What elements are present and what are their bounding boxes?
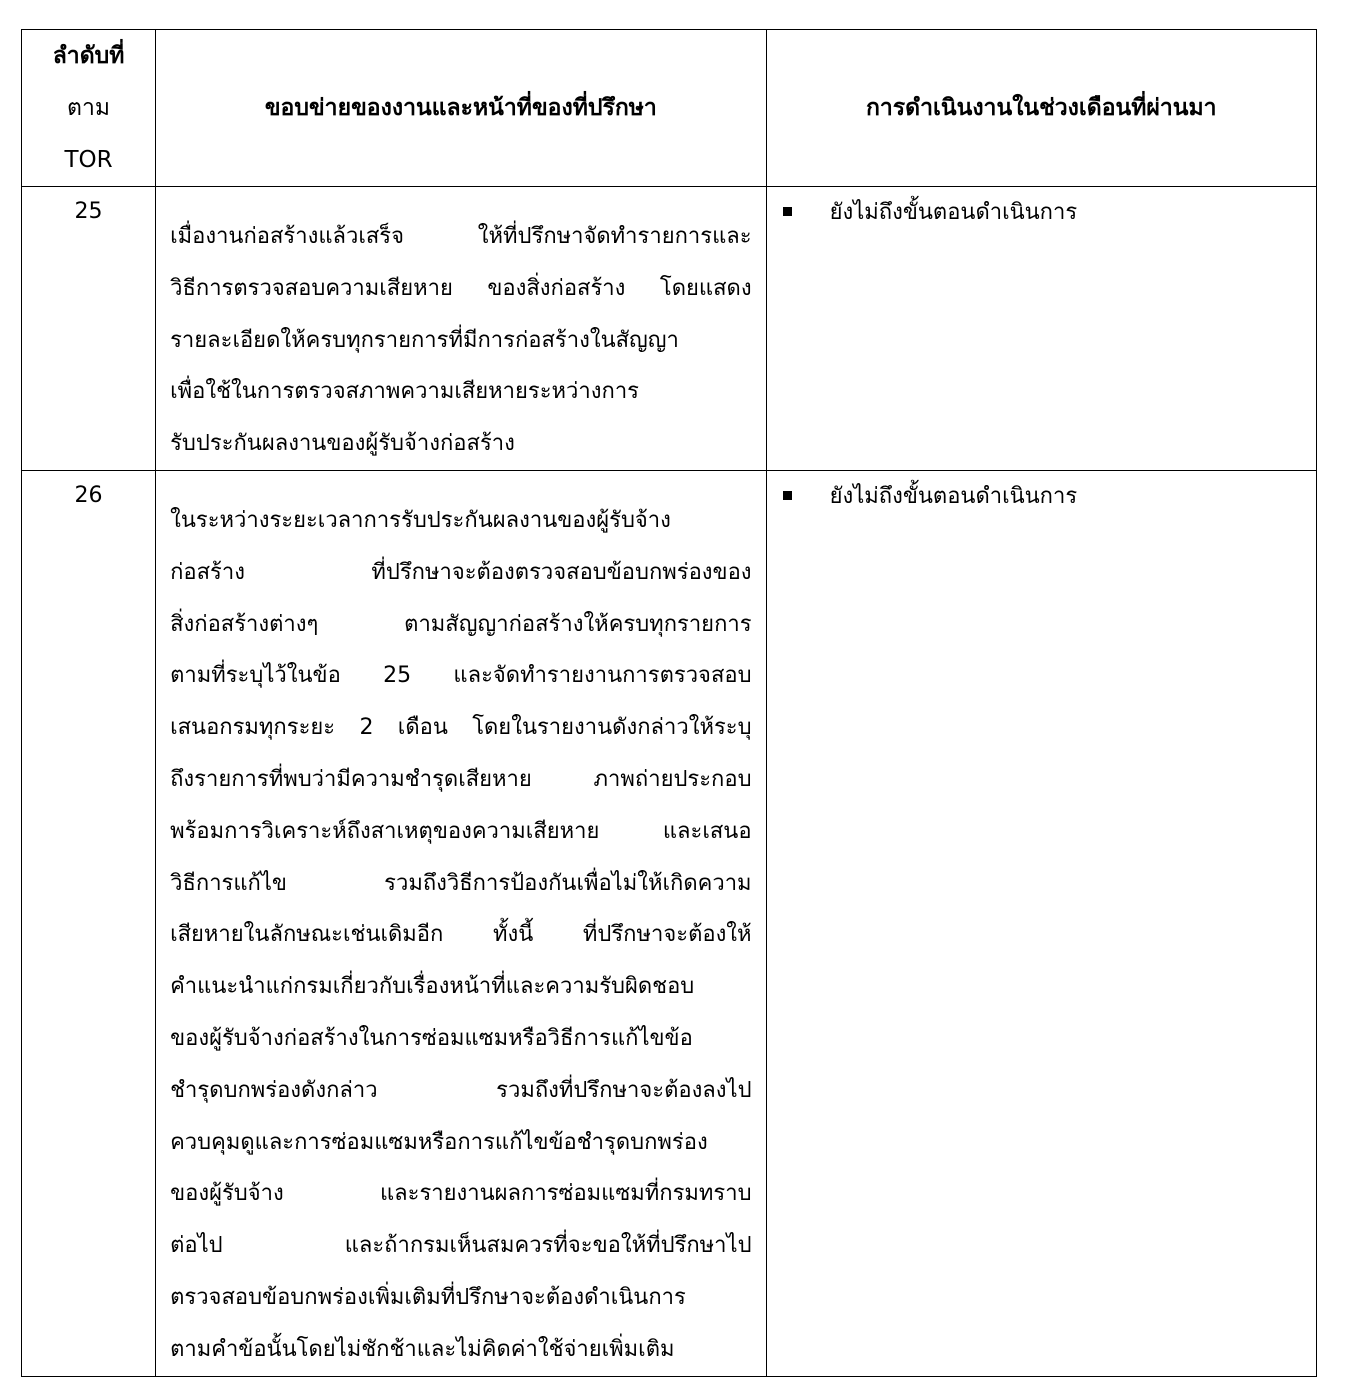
header-tor-number-line: ลำดับที่	[52, 43, 125, 69]
scope-cell	[156, 470, 766, 1376]
scope-line: ต่อไป และถ้ากรมเห็นสมควรที่จะขอให้ที่ปรึกษาไป	[170, 1233, 752, 1259]
square-bullet-icon	[783, 207, 792, 216]
table-row	[22, 470, 1317, 1376]
header-scope: ขอบข่ายของงานและหน้าที่ของที่ปรึกษา	[156, 30, 766, 187]
scope-line: รายละเอียดให้ครบทุกรายการที่มีการก่อสร้างในสัญญา	[170, 327, 679, 353]
progress-cell	[766, 470, 1316, 1376]
scope-line: คำแนะนำแก่กรมเกี่ยวกับเรื่องหน้าที่และความรับผิดชอบ	[170, 974, 695, 1000]
progress-bullet-item	[777, 481, 1306, 513]
scope-line: เมื่องานก่อสร้างแล้วเสร็จ ให้ที่ปรึกษาจัดทำรายการและ	[170, 224, 752, 249]
scope-line: เสนอกรมทุกระยะ 2 เดือน โดยในรายงานดังกล่าวให้ระบุ	[170, 715, 752, 741]
scope-line: ในระหว่างระยะเวลาการรับประกันผลงานของผู้รับจ้าง	[170, 507, 671, 533]
scope-line: ตรวจสอบข้อบกพร่องเพิ่มเติมที่ปรึกษาจะต้องดำเนินการ	[170, 1284, 686, 1310]
progress-bullet-item	[777, 197, 1306, 229]
header-tor-number-line: TOR	[64, 147, 113, 173]
scope-cell	[156, 187, 766, 471]
scope-line: ของผู้รับจ้าง และรายงานผลการซ่อมแซมที่กรมทราบ	[170, 1181, 752, 1207]
scope-line: วิธีการตรวจสอบความเสียหาย ของสิ่งก่อสร้าง โดยแสดง	[170, 275, 752, 301]
scope-line: ควบคุมดูและการซ่อมแซมหรือการแก้ไขข้อชำรุดบกพร่อง	[170, 1129, 708, 1155]
scope-line: ก่อสร้าง ที่ปรึกษาจะต้องตรวจสอบข้อบกพร่องของ	[170, 559, 752, 585]
progress-cell	[766, 187, 1316, 471]
scope-line: สิ่งก่อสร้างต่างๆ ตามสัญญาก่อสร้างให้ครบทุกรายการ	[170, 611, 752, 637]
progress-text: ยังไม่ถึงขั้นตอนดำเนินการ	[829, 200, 1078, 225]
scope-line: ถึงรายการที่พบว่ามีความชำรุดเสียหาย ภาพถ่ายประกอบ	[170, 766, 752, 792]
scope-line: ตามที่ระบุไว้ในข้อ 25 และจัดทำรายงานการตรวจสอบ	[170, 663, 752, 689]
table-header-row	[22, 30, 1317, 187]
header-tor-number-line: ตาม	[67, 95, 111, 121]
scope-line: เพื่อใช้ในการตรวจสภาพความเสียหายระหว่างการ	[170, 379, 639, 405]
scope-line: ตามคำข้อนั้นโดยไม่ชักช้าและไม่คิดค่าใช้จ่ายเพิ่มเติม	[170, 1336, 675, 1362]
header-progress: การดำเนินงานในช่วงเดือนที่ผ่านมา	[766, 30, 1316, 187]
scope-line: ชำรุดบกพร่องดังกล่าว รวมถึงที่ปรึกษาจะต้องลงไป	[170, 1077, 752, 1103]
progress-text: ยังไม่ถึงขั้นตอนดำเนินการ	[829, 483, 1078, 509]
scope-line: เสียหายในลักษณะเช่นเดิมอีก ทั้งนี้ ที่ปรึกษาจะต้องให้	[170, 922, 752, 948]
tor-number-cell: 26	[22, 470, 156, 1376]
scope-line: วิธีการแก้ไข รวมถึงวิธีการป้องกันเพื่อไม่ให้เกิดความ	[170, 870, 752, 896]
tor-number-cell: 25	[22, 187, 156, 471]
table-row	[22, 187, 1317, 471]
scope-line: พร้อมการวิเคราะห์ถึงสาเหตุของความเสียหาย และเสนอ	[170, 818, 752, 844]
header-tor-number	[22, 30, 156, 187]
tor-progress-table	[21, 29, 1317, 1377]
square-bullet-icon	[783, 491, 792, 500]
scope-line: ของผู้รับจ้างก่อสร้างในการซ่อมแซมหรือวิธีการแก้ไขข้อ	[170, 1025, 693, 1051]
scope-line: รับประกันผลงานของผู้รับจ้างก่อสร้าง	[170, 431, 515, 457]
